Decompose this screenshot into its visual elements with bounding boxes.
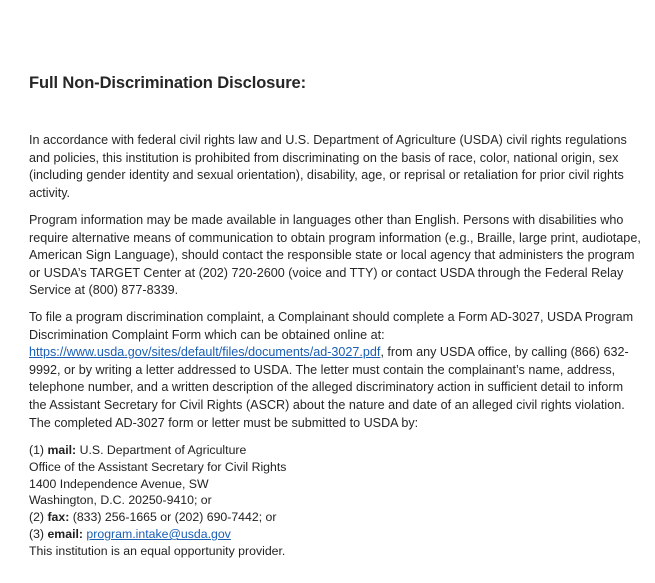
- mail-address-line1: U.S. Department of Agriculture: [76, 443, 247, 457]
- email-link[interactable]: program.intake@usda.gov: [86, 526, 231, 541]
- complaint-intro-text: To file a program discrimination complaint, a Complainant should complete a Form AD-3027, USDA Program Discrimination Complaint Form which can be obtained online at:: [29, 310, 634, 342]
- fax-line: [29, 509, 286, 526]
- email-number: (3): [29, 526, 48, 541]
- complaint-filing-paragraph: [29, 309, 641, 432]
- email-label: email:: [47, 526, 83, 541]
- document-page: [29, 0, 641, 583]
- complaint-details-text: , from any USDA office, by calling (866) 632-9992, or by writing a letter addressed to USDA. The letter must contain the complainant’s name, address, telephone number, and a written description of the alleged discriminatory action in sufficient detail to inform the Assistant Secretary for Civil Rights (ASCR) about the nature and date of an alleged civil rights violation. The completed AD-3027 form or letter must be submitted to USDA by:: [29, 345, 629, 430]
- fax-label: fax:: [47, 510, 70, 525]
- page-title: Full Non-Discrimination Disclosure:: [29, 74, 307, 92]
- equal-opportunity-statement: This institution is an equal opportunity provider.: [29, 543, 286, 558]
- mail-address-line2: Office of the Assistant Secretary for Civil Rights: [29, 459, 287, 474]
- ad-3027-form-link[interactable]: https://www.usda.gov/sites/default/files/documents/ad-3027.pdf: [29, 345, 381, 360]
- alternative-communication-paragraph: Program information may be made available in languages other than English. Persons with disabilities who require alternative means of communication to obtain program information (e.g., Braille, large print, audiotape, American Sign Language), should contact the responsible state or local agency that administers the program or USDA’s TARGET Center at (202) 720-2600 (voice and TTY) or contact USDA through the Federal Relay Service at (800) 877-8339.: [29, 213, 641, 298]
- mail-line: [29, 442, 286, 459]
- fax-value: (833) 256-1665 or (202) 690-7442; or: [69, 510, 277, 525]
- civil-rights-paragraph: In accordance with federal civil rights law and U.S. Department of Agriculture (USDA) civil rights regulations and policies, this institution is prohibited from discriminating on the basis of race, color, national origin, sex (including gender identity and sexual orientation), disability, age, or reprisal or retaliation for prior civil rights activity.: [29, 133, 627, 200]
- mail-address-line3: 1400 Independence Avenue, SW: [29, 476, 209, 491]
- mail-label: mail:: [47, 443, 77, 457]
- mail-address-line4: Washington, D.C. 20250-9410; or: [29, 493, 212, 508]
- fax-number: (2): [29, 510, 48, 525]
- email-line: [29, 526, 286, 543]
- mail-number: (1): [29, 443, 48, 457]
- submission-methods: [29, 442, 286, 560]
